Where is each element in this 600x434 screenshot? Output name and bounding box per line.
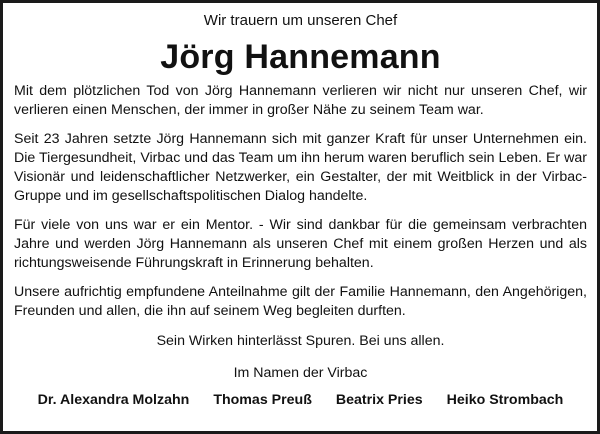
paragraph-mentor: Für viele von uns war er ein Mentor. - Wir sind dankbar für die gemeinsam verbrachten Jahre und werden Jörg Hannemann als unseren Chef mit einem großen Herzen und als richtungsweisende Führungskraft in Erinnerung behalten.: [14, 217, 587, 271]
signatory-name: Dr. Alexandra Molzahn: [37, 392, 190, 408]
paragraph-career: Seit 23 Jahren setzte Jörg Hannemann sich mit ganzer Kraft für unser Unternehmen ein. Die Tiergesundheit, Virbac und das Team um ihn herum waren beruflich sein Leben. Er war Visionär und leidenschaftlicher Netzwerker, ein Gestalter, der mit Weitblick in der Virbac-Gruppe und im gesellschaftspolitischen Dialog handelte.: [14, 131, 587, 204]
paragraph-condolences: Unsere aufrichtig empfundene Anteilnahme gilt der Familie Hannemann, den Angehörigen, Freunden und allen, die ihn auf seinem Weg begleiten durften.: [14, 284, 587, 319]
deceased-name: Jörg Hannemann: [160, 38, 441, 76]
on-behalf-line: Im Namen der Virbac: [233, 365, 368, 381]
signatory-name: Beatrix Pries: [335, 392, 423, 408]
mourning-heading: Wir trauern um unseren Chef: [203, 12, 398, 29]
signatory-name: Heiko Strombach: [446, 392, 564, 408]
signatories-row: [14, 391, 587, 410]
paragraph-loss: Mit dem plötzlichen Tod von Jörg Hannemann verlieren wir nicht nur unseren Chef, wir verlieren einen Menschen, der immer in großer Nähe zu seinem Team war.: [14, 83, 587, 118]
closing-line: Sein Wirken hinterlässt Spuren. Bei uns allen.: [156, 333, 445, 349]
signatory-name: Thomas Preuß: [213, 392, 312, 408]
